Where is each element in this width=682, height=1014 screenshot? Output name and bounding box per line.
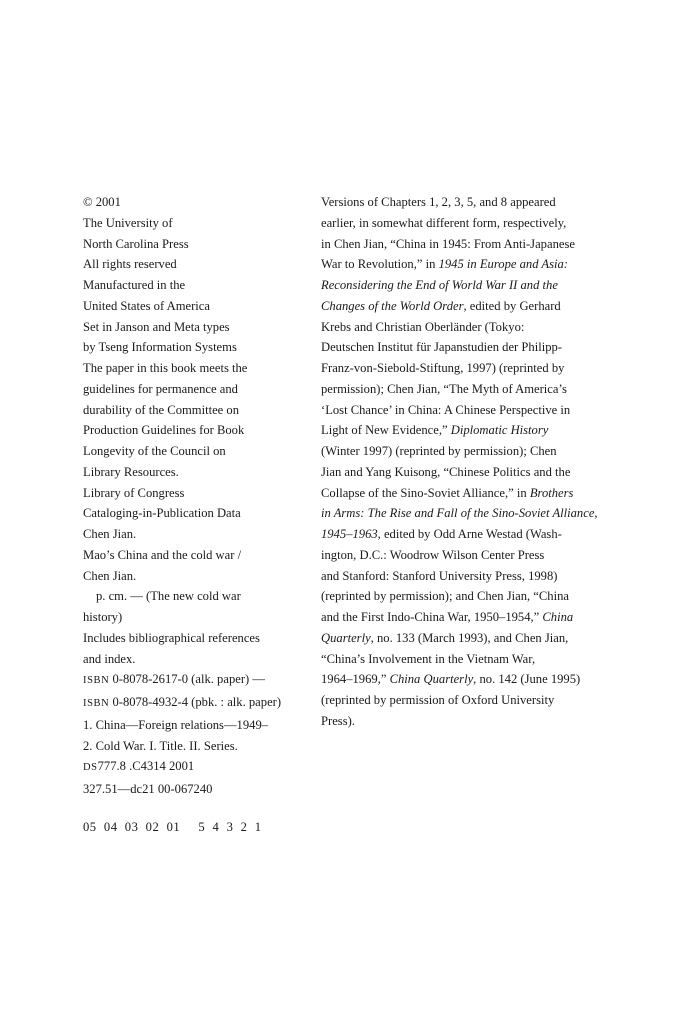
paper-notice-line: durability of the Committee on bbox=[83, 402, 239, 417]
notice-text: Versions of Chapters 1, 2, 3, 5, and 8 appeared bbox=[321, 195, 556, 209]
paper-notice-line: Production Guidelines for Book bbox=[83, 423, 245, 438]
cip-series-line: p. cm. — (The new cold war bbox=[96, 589, 241, 604]
manufacture-line: Manufactured in the bbox=[83, 278, 186, 292]
isbn-cloth-line: ISBN 0-8078-2617-0 (alk. paper) — bbox=[83, 672, 265, 687]
notice-text: , no. 133 (March 1993), and Chen Jian, bbox=[370, 630, 569, 645]
notice-text: ‘Lost Chance’ in China: A Chinese Perspective in bbox=[321, 402, 571, 417]
paper-notice-line: Longevity of the Council on bbox=[83, 444, 226, 458]
small-caps-prefix: ISBN bbox=[83, 675, 110, 687]
cip-subject-line: 1. China—Foreign relations—1949– bbox=[83, 717, 269, 732]
notice-text: in Chen Jian, “China in 1945: From Anti-Japanese bbox=[321, 236, 575, 251]
copyright-line: © 2001 bbox=[83, 195, 121, 209]
notice-text: War to Revolution,” in bbox=[321, 257, 439, 272]
notice-line bbox=[321, 296, 611, 317]
cip-author-line: Chen Jian. bbox=[83, 527, 137, 541]
cip-heading-line: Library of Congress bbox=[83, 485, 185, 500]
italic-title-text: 1945–1963 bbox=[321, 527, 378, 541]
notice-text: Jian and Yang Kuisong, “Chinese Politics and the bbox=[321, 464, 571, 479]
cip-series-line: history) bbox=[83, 610, 123, 624]
paper-notice-line: guidelines for permanence and bbox=[83, 381, 238, 396]
notice-text: Krebs and Christian Oberländer (Tokyo: bbox=[321, 319, 525, 334]
notice-text: (reprinted by permission of Oxford University bbox=[321, 693, 555, 707]
notice-text: , no. 142 (June 1995) bbox=[473, 672, 581, 687]
notice-line bbox=[321, 524, 611, 545]
notice-text: earlier, in somewhat different form, respectively, bbox=[321, 215, 567, 230]
notice-text: Light of New Evidence,” bbox=[321, 423, 451, 438]
notice-line bbox=[321, 337, 611, 358]
cip-subject-line: 2. Cold War. I. Title. II. Series. bbox=[83, 738, 238, 753]
notice-line bbox=[321, 483, 611, 504]
cip-heading-line: Cataloging-in-Publication Data bbox=[83, 506, 241, 521]
notice-line bbox=[321, 213, 611, 234]
typeset-line: Set in Janson and Meta types bbox=[83, 319, 230, 334]
call-number-line: DS777.8 .C4314 2001 bbox=[83, 759, 195, 774]
italic-title-text: Brothers bbox=[529, 485, 574, 500]
notice-line bbox=[321, 690, 611, 711]
dewey-number-line: 327.51—dc21 00-067240 bbox=[83, 782, 213, 796]
publisher-line: North Carolina Press bbox=[83, 236, 189, 251]
italic-title-text: Quarterly bbox=[321, 630, 371, 645]
notice-text: 1964–1969,” bbox=[321, 672, 390, 687]
small-caps-prefix: ISBN bbox=[83, 698, 110, 709]
notice-text: (Winter 1997) (reprinted by permission); Chen bbox=[321, 444, 557, 458]
notice-line bbox=[321, 379, 611, 400]
notice-line bbox=[321, 669, 611, 690]
notice-line bbox=[321, 503, 611, 524]
notice-line bbox=[321, 441, 611, 462]
notice-text: (reprinted by permission); and Chen Jian, “China bbox=[321, 589, 569, 604]
notice-text: ington, D.C.: Woodrow Wilson Center Press bbox=[321, 547, 545, 562]
manufacture-line: United States of America bbox=[83, 298, 210, 313]
cip-title-line: Chen Jian. bbox=[83, 568, 137, 583]
notice-text: and Stanford: Stanford University Press, 1998) bbox=[321, 568, 558, 583]
printing-history-line: 05 04 03 02 01 5 4 3 2 1 bbox=[83, 820, 262, 834]
notice-text: permission); Chen Jian, “The Myth of America’s bbox=[321, 381, 567, 396]
notice-line bbox=[321, 400, 611, 421]
paper-notice-line: Library Resources. bbox=[83, 464, 179, 479]
small-caps-prefix: DS bbox=[83, 762, 98, 774]
notice-line bbox=[321, 628, 611, 649]
isbn-paper-line: ISBN 0-8078-4932-4 (pbk. : alk. paper) bbox=[83, 695, 282, 709]
cip-note-line: and index. bbox=[83, 651, 136, 666]
notice-text: , edited by Odd Arne Westad (Wash- bbox=[377, 527, 562, 541]
paper-notice-line: The paper in this book meets the bbox=[83, 361, 248, 375]
notice-text: “China’s Involvement in the Vietnam War, bbox=[321, 651, 536, 666]
notice-text: , edited by Gerhard bbox=[463, 298, 561, 313]
rights-line: All rights reserved bbox=[83, 257, 177, 272]
italic-title-text: Reconsidering the End of World War II and the bbox=[321, 278, 558, 292]
typeset-line: by Tseng Information Systems bbox=[83, 340, 237, 355]
italic-title-text: 1945 in Europe and Asia: bbox=[438, 257, 568, 272]
notice-line bbox=[321, 420, 611, 441]
notice-line bbox=[321, 586, 611, 607]
notice-line bbox=[321, 649, 611, 670]
notice-text: Press). bbox=[321, 713, 355, 728]
notice-line bbox=[321, 275, 611, 296]
publisher-line: The University of bbox=[83, 215, 173, 230]
italic-title-text: Diplomatic History bbox=[450, 423, 549, 438]
notice-line bbox=[321, 358, 611, 379]
italic-title-text: in Arms: The Rise and Fall of the Sino-Soviet Alliance, bbox=[321, 506, 598, 521]
cataloging-column bbox=[83, 192, 313, 800]
notice-line bbox=[321, 607, 611, 628]
cip-title-line: Mao’s China and the cold war / bbox=[83, 547, 242, 562]
italic-title-text: Changes of the World Order bbox=[321, 298, 464, 313]
notice-line bbox=[321, 566, 611, 587]
prior-publication-notice bbox=[321, 192, 611, 732]
notice-line bbox=[321, 254, 611, 275]
cip-note-line: Includes bibliographical references bbox=[83, 630, 260, 645]
notice-line bbox=[321, 462, 611, 483]
notice-line bbox=[321, 711, 611, 732]
notice-line bbox=[321, 192, 611, 213]
notice-line bbox=[321, 317, 611, 338]
notice-text: and the First Indo-China War, 1950–1954,” bbox=[321, 610, 543, 624]
italic-title-text: China bbox=[542, 610, 574, 624]
notice-text: Franz-von-Siebold-Stiftung, 1997) (reprinted by bbox=[321, 361, 565, 375]
notice-line bbox=[321, 545, 611, 566]
notice-text: Collapse of the Sino-Soviet Alliance,” in bbox=[321, 485, 530, 500]
italic-title-text: China Quarterly bbox=[389, 672, 474, 687]
notice-line bbox=[321, 234, 611, 255]
notice-text: Deutschen Institut für Japanstudien der Philipp- bbox=[321, 340, 562, 355]
